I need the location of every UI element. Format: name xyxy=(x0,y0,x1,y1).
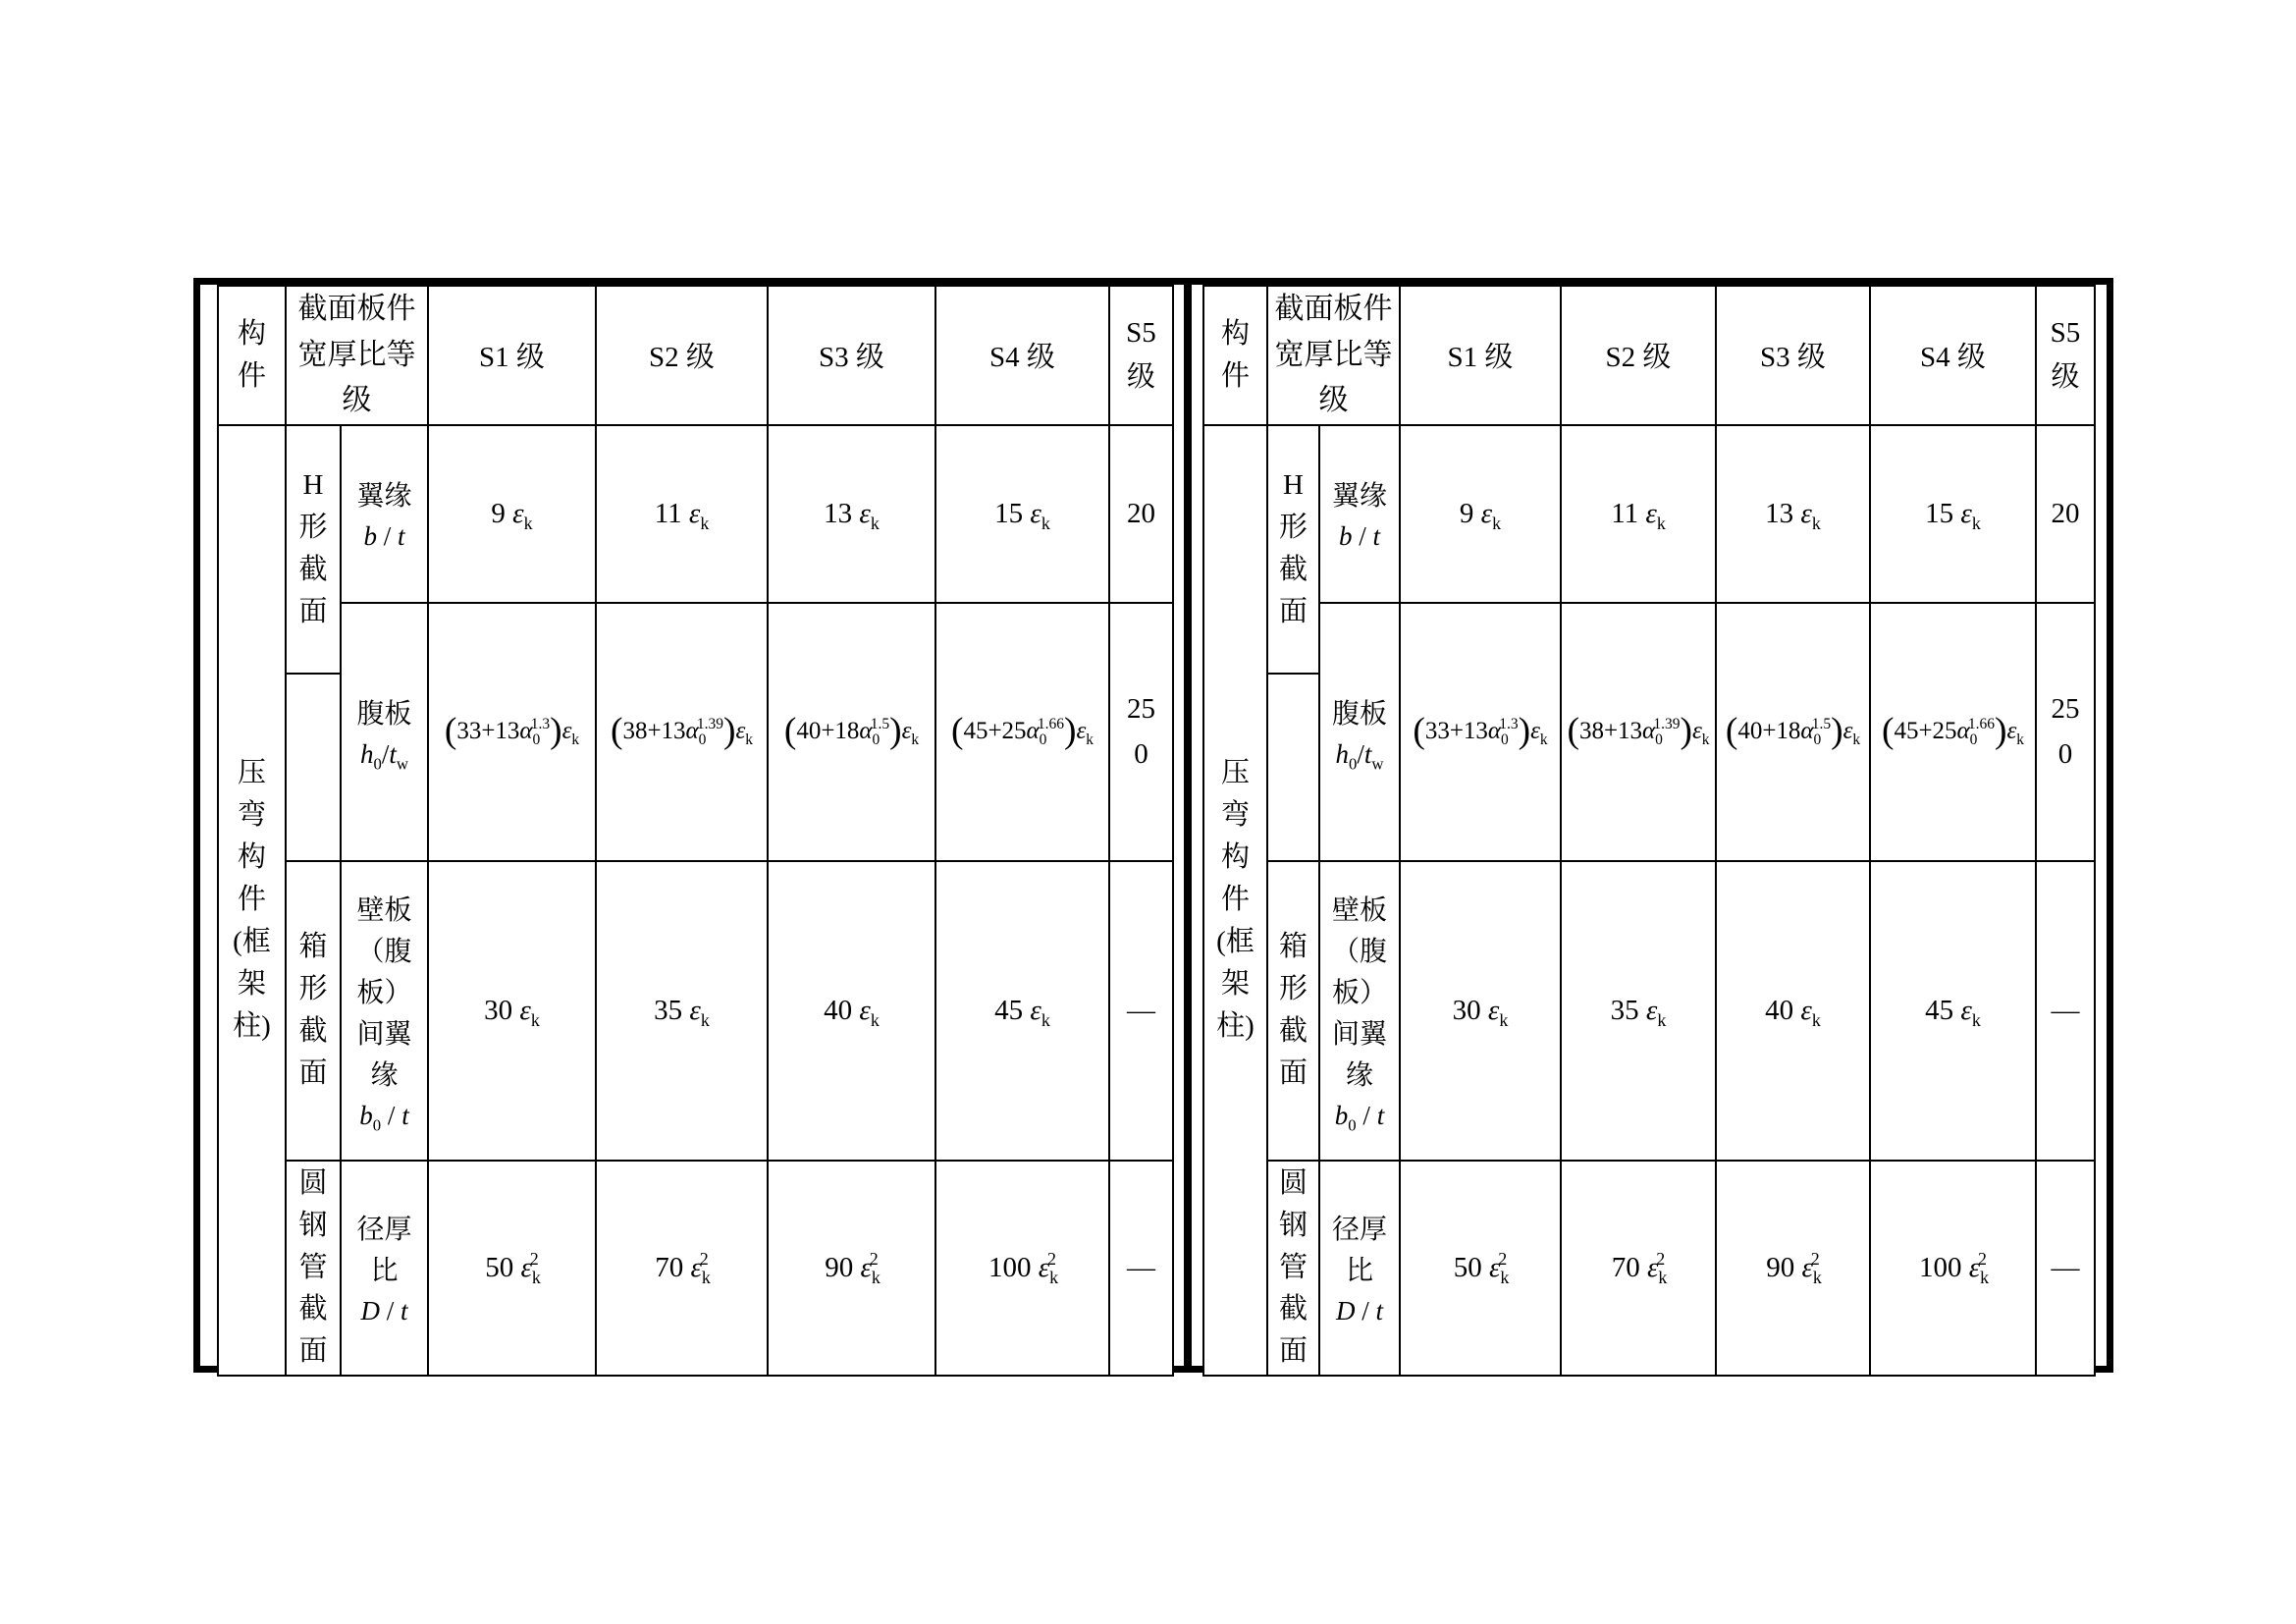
header-member-label: 构 件 xyxy=(237,317,266,392)
header-plate-class-label: 截面板件宽厚比等级 xyxy=(1274,293,1393,416)
cell-flange-s5: 20 xyxy=(1109,425,1173,603)
row-web xyxy=(218,603,1173,674)
ratio-label-math: D / t xyxy=(1335,1295,1384,1326)
cell-ratio-s3: 90 $\varepsilon_k^2$ xyxy=(768,1161,935,1376)
header-grade-s5: S5 级 xyxy=(1109,286,1173,425)
flange-label-math: b / t xyxy=(363,520,405,551)
cell-wall-s4: 45 $\varepsilon_k$ xyxy=(935,861,1109,1161)
row-pipe xyxy=(1203,1161,2095,1376)
cell-wall-s4: 45 $\varepsilon_k$ xyxy=(1870,861,2036,1161)
cell-section-pipe xyxy=(1267,1161,1319,1376)
header-grade-s3: S3 级 xyxy=(1716,286,1870,425)
cell-section-h-empty xyxy=(286,674,341,861)
row-flange xyxy=(1203,425,2095,603)
cell-flange-s3: 13 $\varepsilon_k$ xyxy=(768,425,935,603)
cell-web-s2: $(38+13\alpha_0^{1.39})\varepsilon_k$ xyxy=(1561,603,1716,861)
cell-section-box xyxy=(286,861,341,1161)
ratio-label-math: D / t xyxy=(360,1295,408,1326)
ratio-label-cn: 径厚比 xyxy=(356,1214,412,1286)
table-right xyxy=(1202,285,2096,1377)
cell-flange-s2: 11 $\varepsilon_k$ xyxy=(1561,425,1716,603)
section-h-text: H 形 截 面 xyxy=(1278,469,1308,627)
header-member xyxy=(1203,286,1267,425)
cell-wall-s5: — xyxy=(2036,861,2095,1161)
cell-web-s5: 250 xyxy=(2036,603,2095,861)
cell-label-web xyxy=(1319,603,1400,861)
cell-ratio-s2: 70 $\varepsilon_k^2$ xyxy=(596,1161,768,1376)
cell-web-s5: 250 xyxy=(1109,603,1173,861)
row-web xyxy=(1203,603,2095,674)
cell-ratio-s3: 90 $\varepsilon_k^2$ xyxy=(1716,1161,1870,1376)
cell-section-pipe xyxy=(286,1161,341,1376)
ratio-label-cn: 径厚比 xyxy=(1331,1214,1387,1286)
row-box xyxy=(218,861,1173,1161)
header-grade-s4: S4 级 xyxy=(935,286,1109,425)
row-pipe xyxy=(218,1161,1173,1376)
cell-wall-s1: 30 $\varepsilon_k$ xyxy=(428,861,596,1161)
header-member xyxy=(218,286,286,425)
cell-web-s3: $(40+18\alpha_0^{1.5})\varepsilon_k$ xyxy=(768,603,935,861)
header-member-label: 构 件 xyxy=(1220,317,1250,392)
cell-section-h xyxy=(1267,425,1319,674)
cell-flange-s4: 15 $\varepsilon_k$ xyxy=(935,425,1109,603)
web-label-cn: 腹板 xyxy=(1331,698,1387,730)
wall-label-math: $b_0$ / t xyxy=(1334,1100,1385,1135)
cell-wall-s2: 35 $\varepsilon_k$ xyxy=(596,861,768,1161)
cell-label-wall xyxy=(341,861,428,1161)
cell-web-s1: $(33+13\alpha_0^{1.3})\varepsilon_k$ xyxy=(1400,603,1561,861)
cell-ratio-s4: 100 $\varepsilon_k^2$ xyxy=(935,1161,1109,1376)
cell-wall-s2: 35 $\varepsilon_k$ xyxy=(1561,861,1716,1161)
cell-web-s3: $(40+18\alpha_0^{1.5})\varepsilon_k$ xyxy=(1716,603,1870,861)
header-row xyxy=(218,286,1173,425)
cell-member-group xyxy=(218,425,286,1376)
cell-ratio-s5: — xyxy=(1109,1161,1173,1376)
header-grade-s1: S1 级 xyxy=(1400,286,1561,425)
section-h-text: H 形 截 面 xyxy=(298,469,328,627)
cell-label-ratio xyxy=(1319,1161,1400,1376)
cell-ratio-s5: — xyxy=(2036,1161,2095,1376)
cell-wall-s3: 40 $\varepsilon_k$ xyxy=(768,861,935,1161)
row-flange xyxy=(218,425,1173,603)
cell-ratio-s1: 50 $\varepsilon_k^2$ xyxy=(428,1161,596,1376)
header-grade-s3: S3 级 xyxy=(768,286,935,425)
member-group-text: 压 弯 构 件 (框 架 柱) xyxy=(1216,757,1255,1042)
cell-label-web xyxy=(341,603,428,861)
cell-flange-s1: 9 $\varepsilon_k$ xyxy=(1400,425,1561,603)
row-box xyxy=(1203,861,2095,1161)
section-pipe-text: 圆 钢 管 截 面 xyxy=(1278,1166,1308,1368)
wall-label-math: $b_0$ / t xyxy=(359,1100,409,1135)
flange-label-cn: 翼缘 xyxy=(1331,480,1387,512)
cell-section-box xyxy=(1267,861,1319,1161)
wall-label-cn: 壁板（腹板）间翼缘 xyxy=(1331,894,1387,1091)
header-grade-s4: S4 级 xyxy=(1870,286,2036,425)
cell-label-wall xyxy=(1319,861,1400,1161)
web-label-math: $h_0/t_w$ xyxy=(359,738,408,774)
cell-flange-s1: 9 $\varepsilon_k$ xyxy=(428,425,596,603)
cell-ratio-s1: 50 $\varepsilon_k^2$ xyxy=(1400,1161,1561,1376)
cell-web-s2: $(38+13\alpha_0^{1.39})\varepsilon_k$ xyxy=(596,603,768,861)
cell-web-s4: $(45+25\alpha_0^{1.66})\varepsilon_k$ xyxy=(1870,603,2036,861)
cell-wall-s3: 40 $\varepsilon_k$ xyxy=(1716,861,1870,1161)
header-grade-s5: S5 级 xyxy=(2036,286,2095,425)
flange-label-math: b / t xyxy=(1338,520,1380,551)
cell-label-flange xyxy=(341,425,428,603)
section-box-text: 箱 形 截 面 xyxy=(1278,931,1308,1089)
cell-flange-s2: 11 $\varepsilon_k$ xyxy=(596,425,768,603)
cell-wall-s5: — xyxy=(1109,861,1173,1161)
cell-section-h-empty xyxy=(1267,674,1319,861)
cell-web-s4: $(45+25\alpha_0^{1.66})\varepsilon_k$ xyxy=(935,603,1109,861)
header-grade-s1: S1 级 xyxy=(428,286,596,425)
member-group-text: 压 弯 构 件 (框 架 柱) xyxy=(233,757,271,1042)
cell-member-group xyxy=(1203,425,1267,1376)
cell-web-s1: $(33+13\alpha_0^{1.3})\varepsilon_k$ xyxy=(428,603,596,861)
cell-wall-s1: 30 $\varepsilon_k$ xyxy=(1400,861,1561,1161)
web-label-math: $h_0/t_w$ xyxy=(1335,738,1384,774)
wall-label-cn: 壁板（腹板）间翼缘 xyxy=(356,894,412,1091)
table-left xyxy=(217,285,1174,1377)
section-box-text: 箱 形 截 面 xyxy=(298,931,328,1089)
header-plate-class xyxy=(1267,286,1400,425)
header-plate-class xyxy=(286,286,428,425)
page-divider xyxy=(1184,278,1192,1373)
cell-section-h xyxy=(286,425,341,674)
cell-label-flange xyxy=(1319,425,1400,603)
header-grade-s2: S2 级 xyxy=(596,286,768,425)
header-row xyxy=(1203,286,2095,425)
cell-ratio-s4: 100 $\varepsilon_k^2$ xyxy=(1870,1161,2036,1376)
cell-flange-s4: 15 $\varepsilon_k$ xyxy=(1870,425,2036,603)
flange-label-cn: 翼缘 xyxy=(356,480,412,512)
cell-flange-s5: 20 xyxy=(2036,425,2095,603)
web-label-cn: 腹板 xyxy=(356,698,412,730)
cell-label-ratio xyxy=(341,1161,428,1376)
cell-flange-s3: 13 $\varepsilon_k$ xyxy=(1716,425,1870,603)
cell-ratio-s2: 70 $\varepsilon_k^2$ xyxy=(1561,1161,1716,1376)
section-pipe-text: 圆 钢 管 截 面 xyxy=(298,1166,328,1368)
header-plate-class-label: 截面板件宽厚比等级 xyxy=(297,293,416,416)
header-grade-s2: S2 级 xyxy=(1561,286,1716,425)
